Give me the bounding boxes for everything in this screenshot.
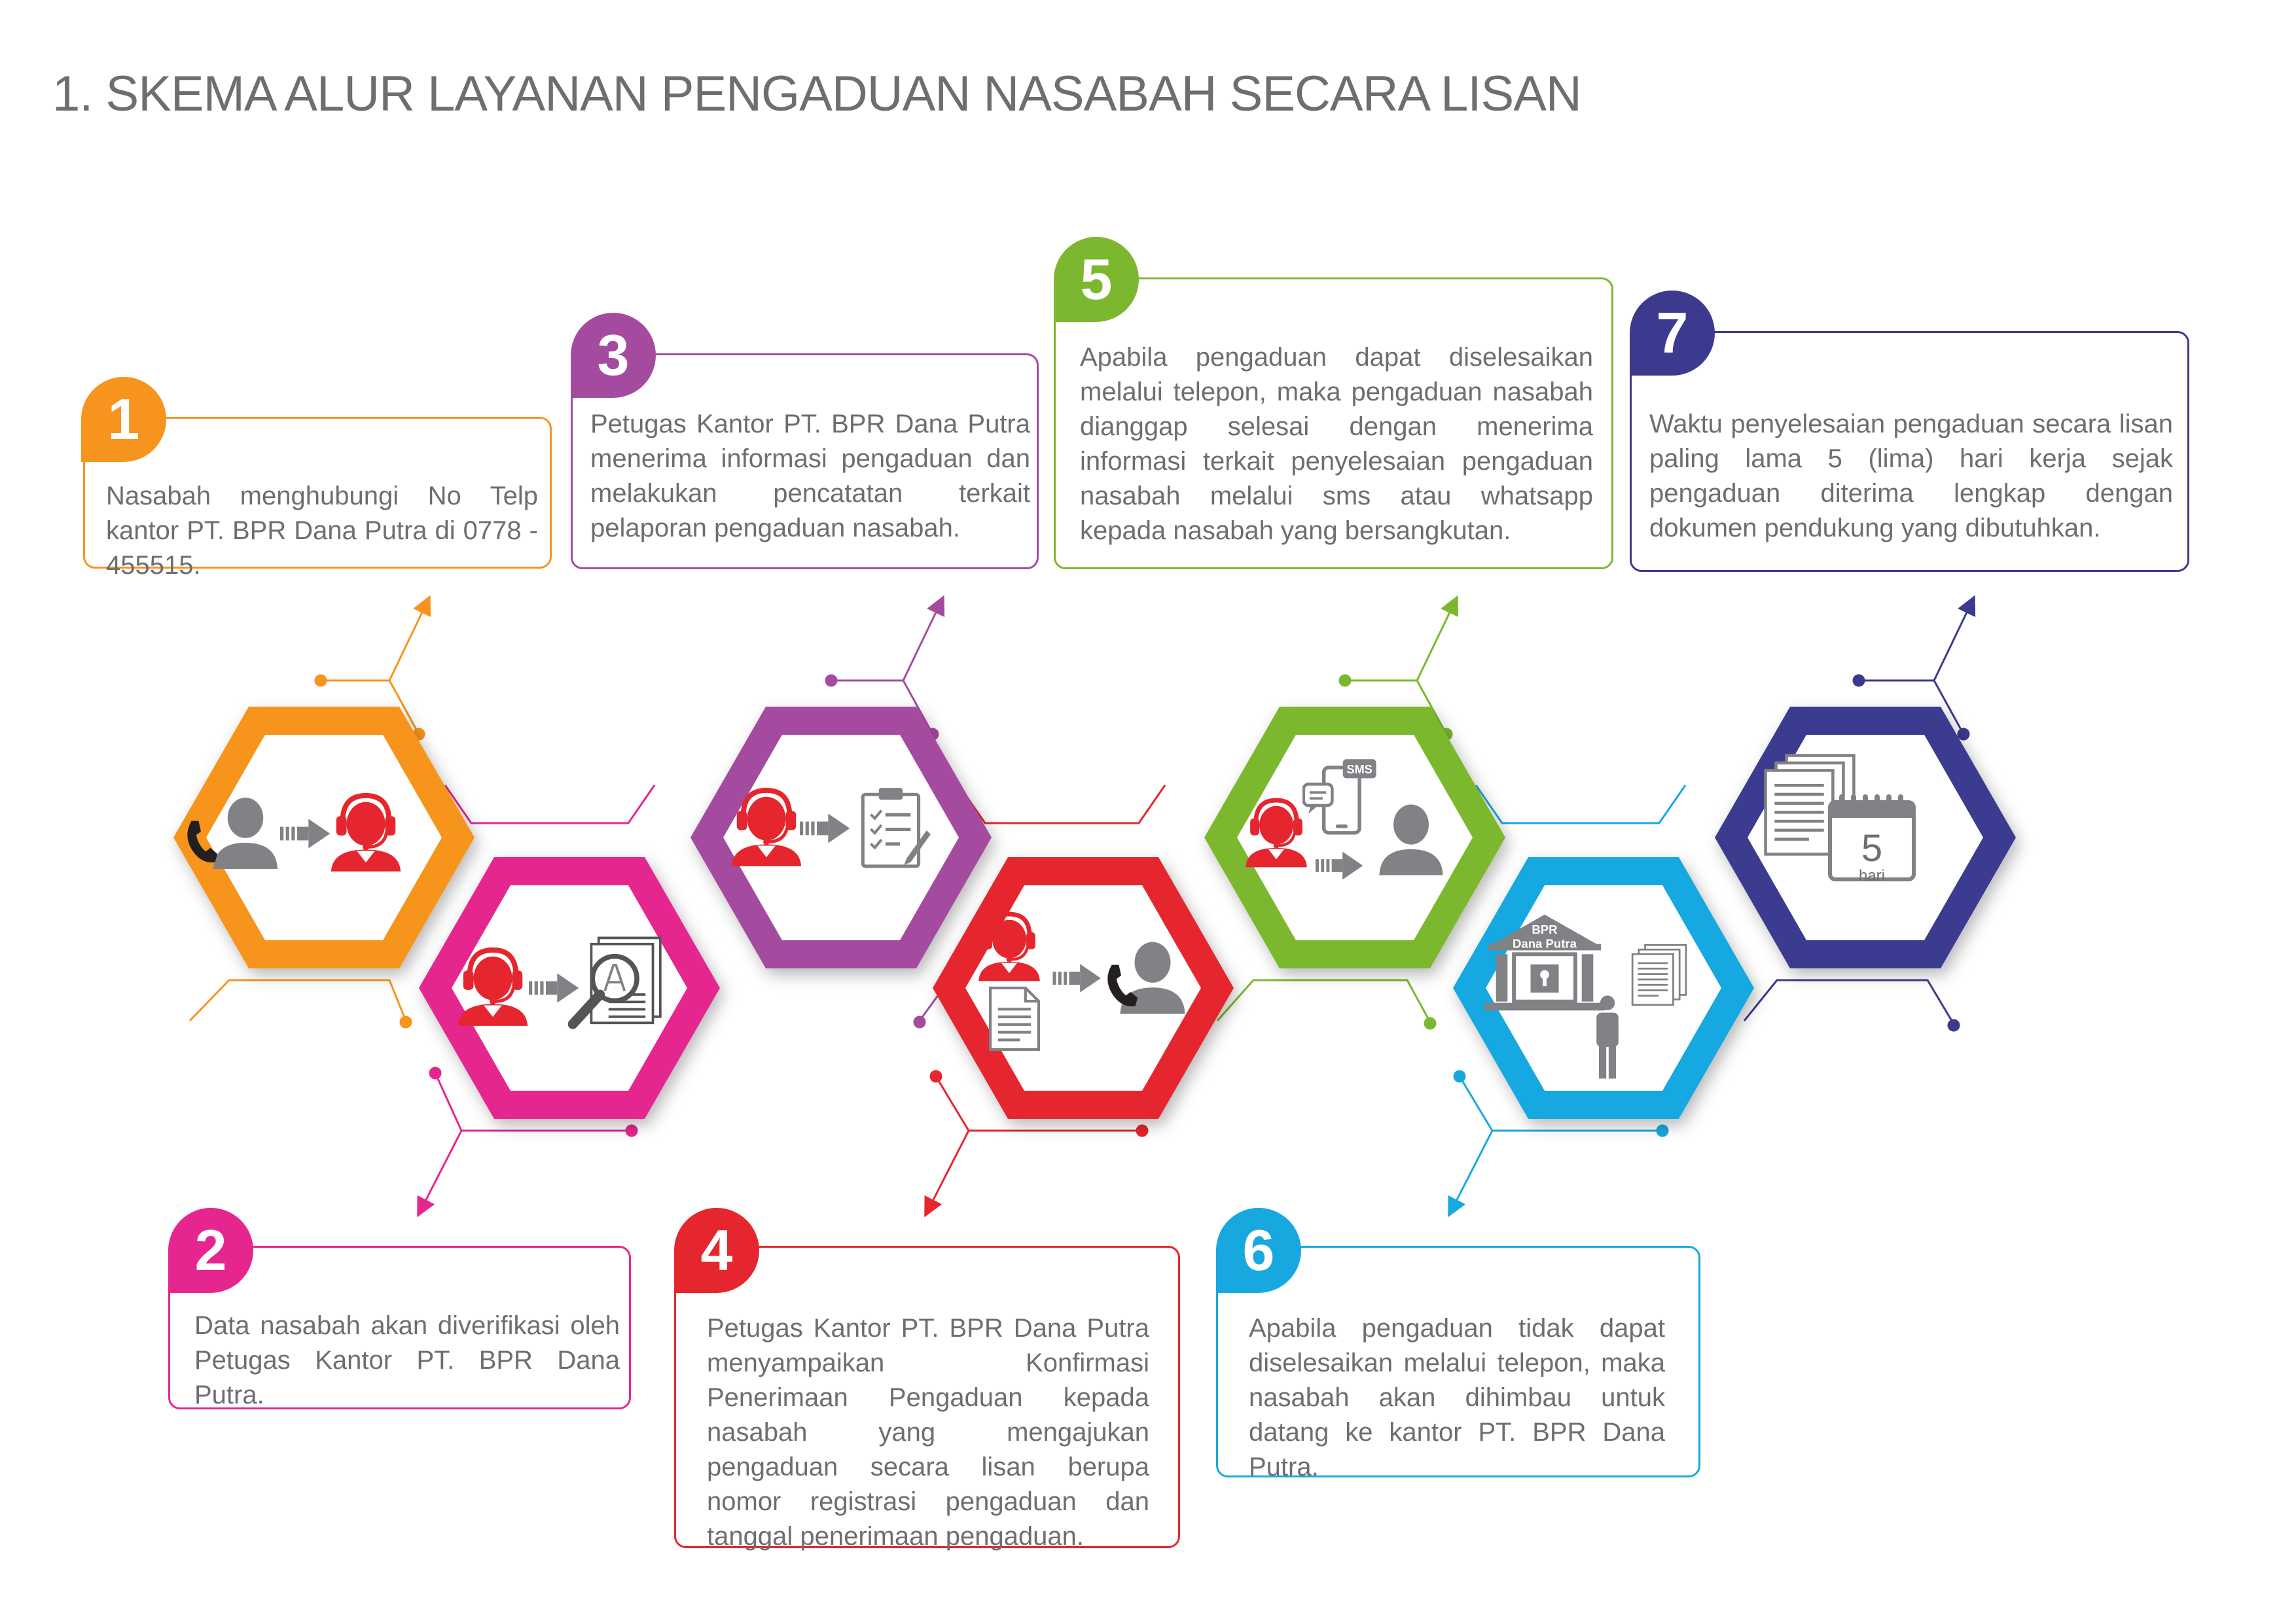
step-4-badge: 4 (674, 1208, 759, 1293)
hexagon-step-1 (173, 707, 475, 968)
hexagon-step-5 (1204, 707, 1505, 968)
document-icon (990, 988, 1039, 1050)
step-7-badge: 7 (1630, 291, 1715, 376)
step-2-text: Data nasabah akan diverifikasi oleh Petugas Kantor PT. BPR Dana Putra. (194, 1311, 620, 1409)
calendar-label: hari (1858, 867, 1886, 885)
step-7-text: Waktu penyelesaian pengaduan secara lisan paling lama 5 (lima) hari kerja sejak pengaduan diterima lengkap dengan dokumen pendukung yang dibutuhkan. (1649, 410, 2173, 542)
step-4-text: Petugas Kantor PT. BPR Dana Putra menyampaikan Konfirmasi Penerimaan Pengaduan kepada nasabah yang mengajukan pengaduan secara lisan berupa nomor registrasi pengaduan dan tanggal penerimaan pengaduan. (707, 1314, 1149, 1551)
step-6-badge: 6 (1216, 1208, 1301, 1293)
calendar-number: 5 (1861, 827, 1883, 870)
hexagon-step-2 (419, 857, 720, 1119)
hexagon-step-7 (1715, 707, 2016, 968)
step-1-text: Nasabah menghubungi No Telp kantor PT. BPR Dana Putra di 0778 - 455515. (106, 482, 538, 580)
hexagon-step-3 (691, 707, 992, 968)
hexagon-step-4 (933, 857, 1234, 1119)
step-3-text: Petugas Kantor PT. BPR Dana Putra menerima informasi pengaduan dan melakukan pencatatan terkait pelaporan pengaduan nasabah. (590, 410, 1030, 542)
step-2-badge: 2 (168, 1208, 253, 1293)
step-5-text: Apabila pengaduan dapat diselesaikan melalui telepon, maka pengaduan nasabah dianggap selesai dengan menerima informasi terkait penyelesaian pengaduan nasabah melalui sms atau whatsapp kepada nasabah yang bersangkutan. (1080, 343, 1593, 545)
hexagon-step-6 (1453, 857, 1754, 1119)
step-6-text: Apabila pengaduan tidak dapat diselesaikan melalui telepon, maka nasabah akan dihimbau untuk datang ke kantor PT. BPR Dana Putra. (1249, 1314, 1665, 1481)
documents-icon (1632, 945, 1686, 1004)
page-title: 1. SKEMA ALUR LAYANAN PENGADUAN NASABAH SECARA LISAN (52, 66, 1581, 122)
step-3-badge: 3 (571, 313, 656, 398)
step-5-badge: 5 (1054, 237, 1139, 322)
step-1-badge: 1 (81, 377, 166, 462)
